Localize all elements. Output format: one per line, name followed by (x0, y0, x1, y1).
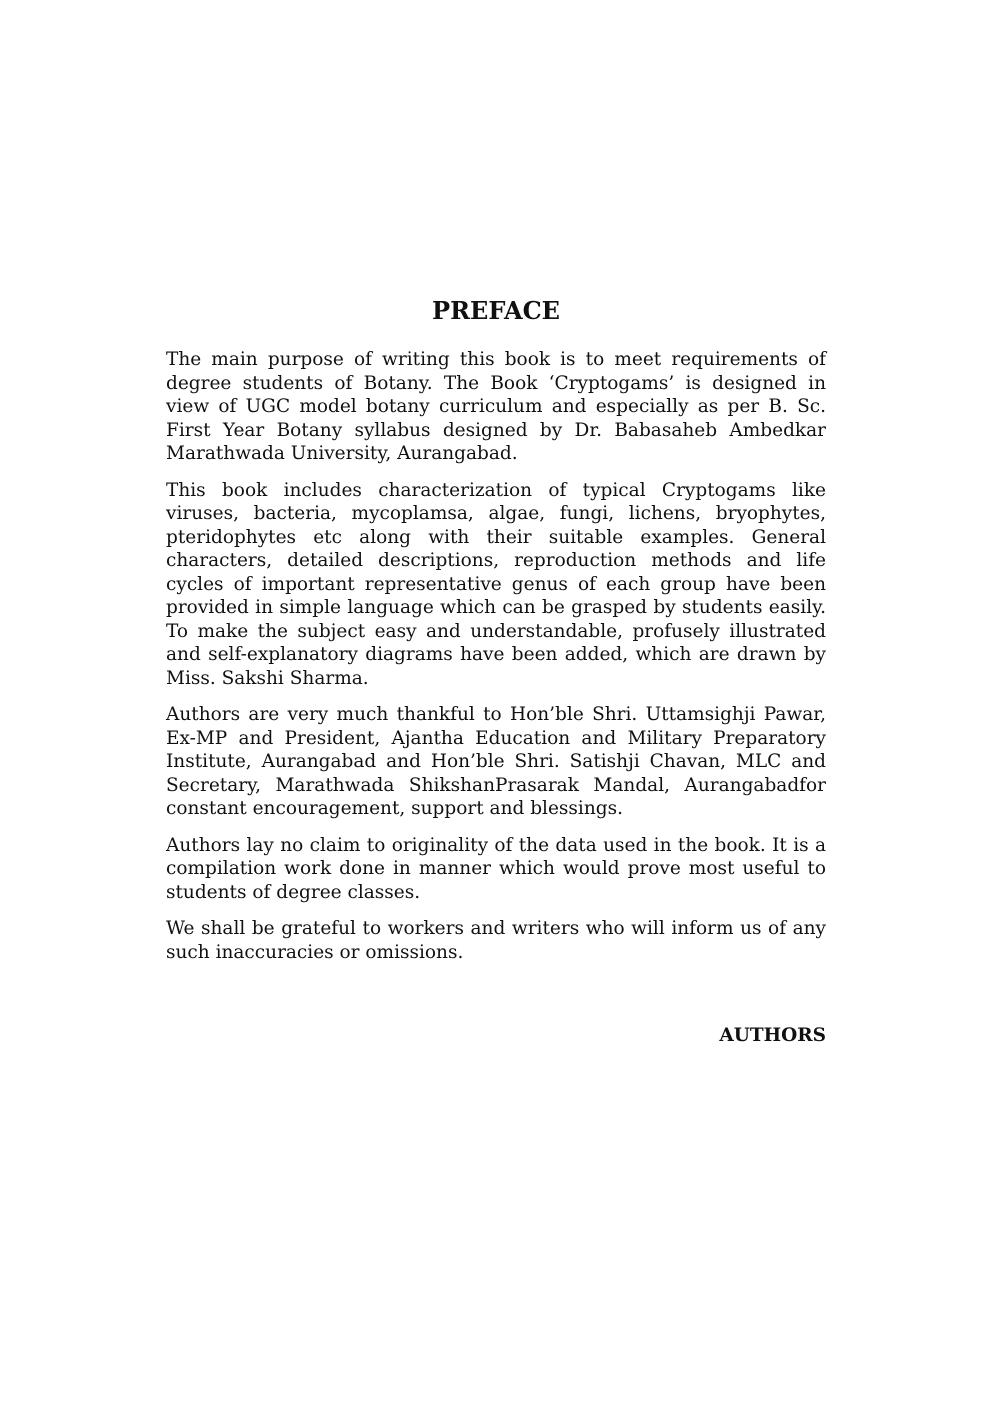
paragraph-acknowledgement: Authors are very much thankful to Hon’ble Shri. Uttamsighji Pawar, Ex-MP and President, Ajantha Education and Military Preparatory Institute, Aurangabad and Hon’ble Shri. Satishji Chavan, MLC and Secretary, Marathwada ShikshanPrasarak Mandal, Aurangabadfor constant encouragement, support and blessings. (166, 704, 826, 819)
paragraph-originality: Authors lay no claim to originality of the data used in the book. It is a compilation work done in manner which would prove most useful to students of degree classes. (166, 834, 826, 903)
paragraph-gratitude: We shall be grateful to workers and writers who will inform us of any such inaccuracies or omissions. (166, 918, 826, 963)
paragraph-contents: This book includes characterization of typical Cryptogams like viruses, bacteria, mycoplamsa, algae, fungi, lichens, bryophytes, pteridophytes etc along with their suitable examples. General characters, detailed descriptions, reproduction methods and life cycles of important representative genus of each group have been provided in simple language which can be grasped by students easily. To make the subject easy and understandable, profusely illustrated and self-explanatory diagrams have been added, which are drawn by Miss. Sakshi Sharma. (166, 479, 826, 689)
page-title: PREFACE (432, 296, 560, 325)
paragraph-purpose: The main purpose of writing this book is to meet requirements of degree students of Botany. The Book ‘Cryptogams’ is designed in view of UGC model botany curriculum and especially as per B. Sc. First Year Botany syllabus designed by Dr. Babasaheb Ambedkar Marathwada University, Aurangabad. (166, 349, 826, 464)
signature-authors: AUTHORS (719, 1025, 826, 1046)
preface-page (166, 296, 826, 1048)
